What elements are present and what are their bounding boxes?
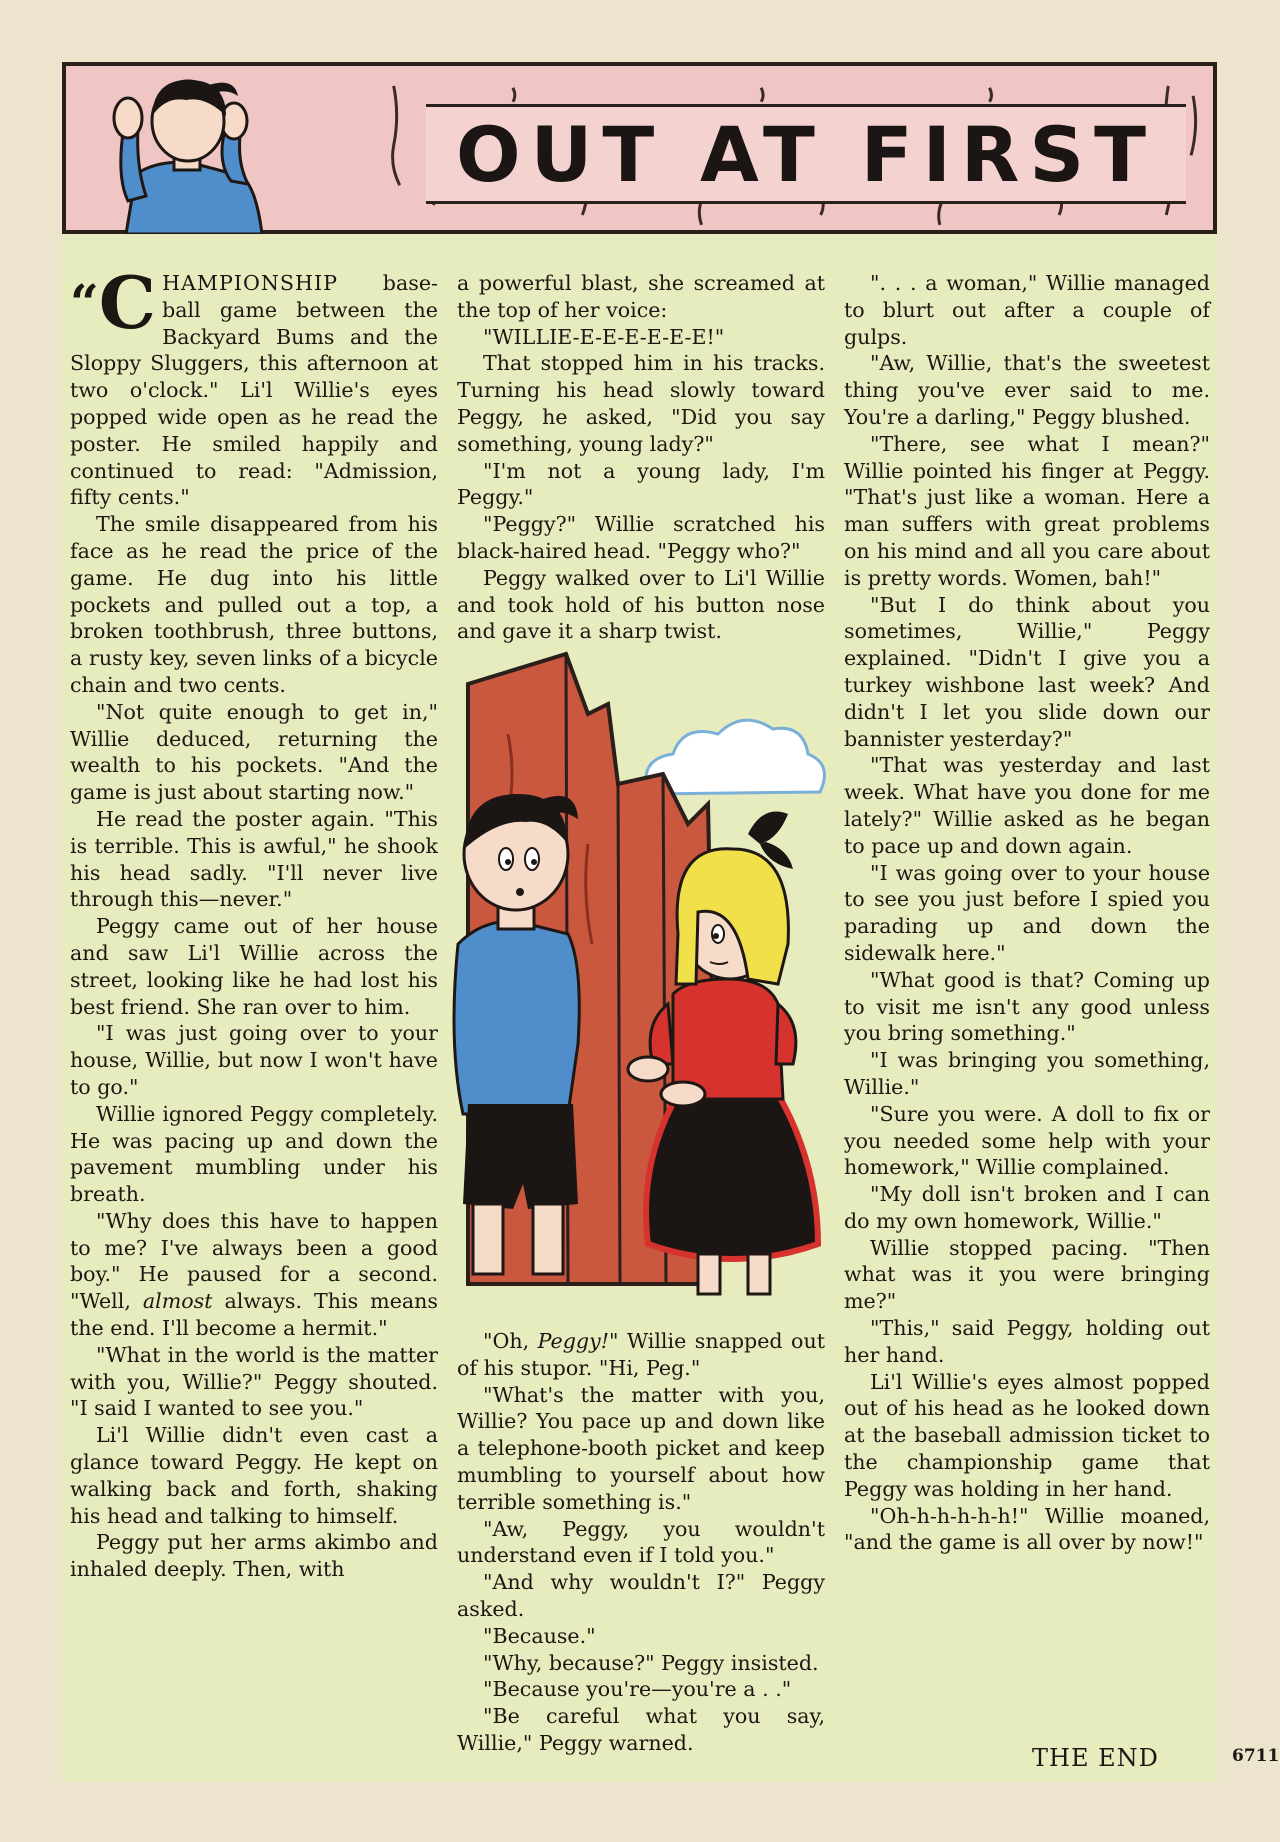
cloud-icon — [646, 720, 825, 794]
paragraph: "What's the matter with you, Willie? You pace up and down like a telephone-booth picket and keep mumbling to yourself about how terrible something is." — [457, 1382, 825, 1514]
drop-cap: “C — [70, 260, 157, 345]
willie-and-peggy-illustration — [448, 644, 838, 1314]
text-column-2 — [457, 270, 825, 1755]
paragraph: "But I do think about you sometimes, Willie," Peggy explained. "Didn't I give you a turkey wishbone last week? And didn't I let you slide down our bannister yesterday?" — [844, 592, 1210, 751]
page-code: 6711 — [1232, 1746, 1280, 1766]
paragraph: The smile disappeared from his face as he read the price of the game. He dug into his little pockets and pulled out a top, a broken toothbrush, three buttons, a rusty key, seven links of a bicycle chain and two cents. — [70, 512, 438, 697]
paragraph: "Oh, Peggy!" Willie snapped out of his stupor. "Hi, Peg." — [457, 1329, 825, 1380]
paragraph: "Because." — [483, 1623, 596, 1648]
paragraph: ". . . a woman," Willie managed to blurt out after a couple of gulps. — [844, 271, 1210, 349]
paragraph: That stopped him in his tracks. Turning his head slowly toward Peggy, he asked, "Did you say something, young lady?" — [457, 351, 825, 456]
paragraph: "My doll isn't broken and I can do my own homework, Willie." — [844, 1182, 1210, 1233]
paragraph: He read the poster again. "This is terrible. This is awful," he shook his head sadly. "I'll never live through this—never." — [70, 806, 438, 912]
paragraph: "And why wouldn't I?" Peggy asked. — [457, 1570, 825, 1621]
paragraph: "Why does this have to happen to me? I've always been a good boy." He paused for a second. "Well, almost always. This means the end. I'll become a hermit." — [70, 1208, 438, 1341]
paragraph: Li'l Willie didn't even cast a glance toward Peggy. He kept on walking back and forth, shaking his head and talking to himself. — [70, 1423, 438, 1528]
paragraph: "WILLIE-E-E-E-E-E-E!" — [483, 324, 725, 349]
paragraph: "Because you're—you're a . ." — [483, 1677, 792, 1702]
text-column-3 — [844, 270, 1210, 1556]
title-word-first: FIRST — [860, 109, 1156, 199]
paragraph: "There, see what I mean?" Willie pointed his finger at Peggy. "That's just like a woman. Here a man suffers with great problems on his mind and all you care about is pretty words. Women, bah!" — [844, 431, 1210, 590]
story-text-area — [62, 234, 1280, 1782]
story-title — [426, 104, 1186, 204]
paragraph: Willie ignored Peggy completely. He was pacing up and down the pavement mumbling under his breath. — [70, 1101, 438, 1207]
paragraph: Peggy walked over to Li'l Willie and took hold of his button nose and gave it a sharp twist. — [457, 565, 825, 644]
title-word-at: AT — [700, 109, 825, 199]
paragraph: a powerful blast, she screamed at the top of her voice: — [457, 271, 825, 322]
paragraph: Li'l Willie's eyes almost popped out of his head as he looked down at the baseball admission ticket to the championship game that Peggy was holding in her hand. — [844, 1369, 1210, 1501]
paragraph: "Not quite enough to get in," Willie deduced, returning the wealth to his pockets. "And the game is just about starting now." — [70, 699, 438, 805]
paragraph: "This," said Peggy, holding out her hand. — [844, 1316, 1210, 1367]
paragraph: "Peggy?" Willie scratched his black-haired head. "Peggy who?" — [457, 512, 825, 563]
paragraph: Willie stopped pacing. "Then what was it you were bringing me?" — [844, 1235, 1210, 1314]
text-column-1 — [70, 260, 438, 1583]
title-word-out: OUT — [456, 109, 665, 199]
paragraph: "I was bringing you something, Willie." — [844, 1048, 1210, 1099]
paragraph: "What in the world is the matter with you, Willie?" Peggy shouted. "I said I wanted to see you." — [70, 1342, 438, 1421]
willie-peeking-icon — [66, 66, 366, 234]
paragraph: "Sure you were. A doll to fix or you needed some help with your homework," Willie complained. — [844, 1101, 1210, 1180]
paragraph: "That was yesterday and last week. What have you done for me lately?" Willie asked as he began to pace up and down again. — [844, 753, 1210, 858]
paragraph: "Aw, Peggy, you wouldn't understand even if I told you." — [457, 1516, 825, 1568]
paragraph: "I'm not a young lady, I'm Peggy." — [457, 458, 825, 510]
title-banner — [62, 62, 1217, 234]
paragraph: "Why, because?" Peggy insisted. — [483, 1650, 819, 1675]
paragraph: "Be careful what you say, Willie," Peggy warned. — [457, 1704, 825, 1755]
paragraph: "Oh-h-h-h-h-h!" Willie moaned, "and the game is all over by now!" — [844, 1503, 1210, 1555]
paragraph: "I was just going over to your house, Willie, but now I won't have to go." — [70, 1021, 438, 1099]
paragraph: "What good is that? Coming up to visit me isn't any good unless you bring something." — [844, 967, 1210, 1046]
paragraph: "Aw, Willie, that's the sweetest thing you've ever said to me. You're a darling," Peggy blushed. — [844, 351, 1210, 429]
paragraph: Peggy put her arms akimbo and inhaled deeply. Then, with — [70, 1530, 438, 1582]
paragraph: "I was going over to your house to see you just before I spied you parading up and down the sidewalk here." — [844, 860, 1210, 965]
the-end-label: THE END — [1032, 1744, 1159, 1772]
paragraph: Peggy came out of her house and saw Li'l Willie across the street, looking like he had lost his best friend. She ran over to him. — [70, 914, 438, 1019]
paragraph: “C HAMPIONSHIP base-ball game between the Backyard Bums and the Sloppy Sluggers, this afternoon at two o'clock." Li'l Willie's eyes popped wide open as he read the poster. He smiled happily and continued to read: "Admission, fifty cents." — [70, 260, 438, 510]
